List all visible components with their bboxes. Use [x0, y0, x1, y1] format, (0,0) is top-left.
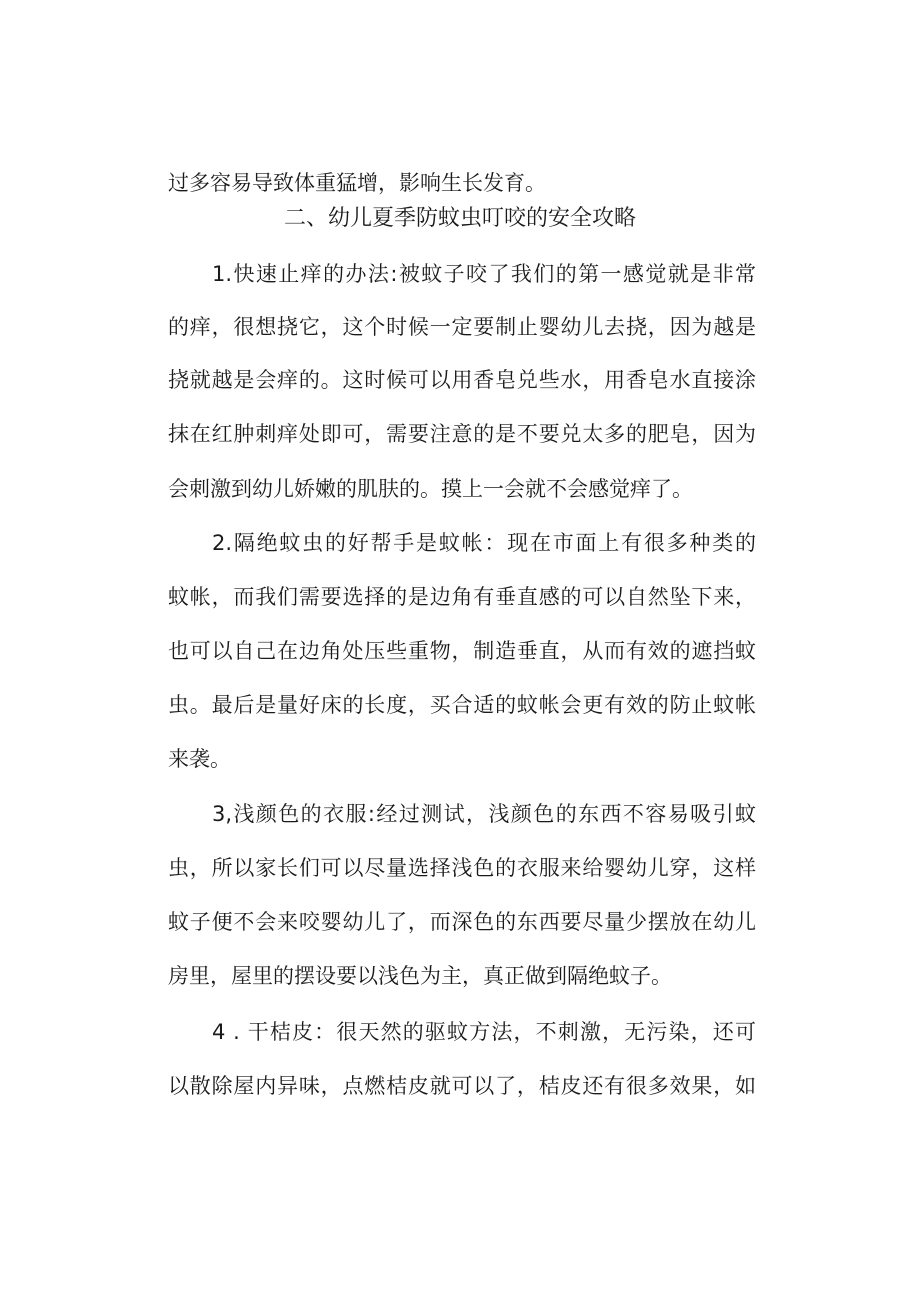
paragraph-3-text: 经过测试，浅颜色的东西不容易吸引蚊: [375, 802, 756, 826]
paragraph-3-line-2: 虫，所以家长们可以尽量选择浅色的衣服来给婴幼儿穿，这样: [168, 856, 756, 880]
paragraph-3-line-1: [212, 784, 756, 844]
paragraph-2-line-5: 来袭。: [168, 747, 231, 771]
paragraph-2-lead: 2.隔绝蚊虫的好帮手是蚊帐: [212, 531, 485, 555]
paragraph-2-line-1: [212, 513, 756, 573]
paragraph-3-lead: 3,浅颜色的衣服:: [212, 802, 375, 826]
paragraph-1-lead: 1.快速止痒的办法:: [212, 262, 398, 286]
top-fragment-line: 过多容易导致体重猛增，影响生长发育。: [168, 171, 546, 195]
paragraph-1-line-5: 会刺激到幼儿娇嫩的肌肤的。摸上一会就不会感觉痒了。: [168, 477, 693, 501]
paragraph-1-text: 被蚊子咬了我们的第一感觉就是非常: [397, 262, 756, 286]
paragraph-1-line-4: 抹在红肿刺痒处即可，需要注意的是不要兑太多的肥皂，因为: [168, 422, 756, 446]
paragraph-1-line-1: [212, 244, 756, 304]
paragraph-2-line-2: 蚊帐，而我们需要选择的是边角有垂直感的可以自然坠下来，: [168, 585, 756, 609]
section-title: 二、幼儿夏季防蚊虫叮咬的安全攻略: [283, 206, 636, 231]
paragraph-1-line-2: 的痒，很想挠它，这个时候一定要制止婴幼儿去挠，因为越是: [168, 315, 756, 339]
paragraph-1-line-3: 挠就越是会痒的。这时候可以用香皂兑些水，用香皂水直接涂: [168, 368, 756, 392]
paragraph-4-text: ：很天然的驱蚊方法，不刺激，无污染，还可: [314, 1020, 756, 1044]
paragraph-4-lead: 4 . 干桔皮: [212, 1020, 315, 1044]
paragraph-4-line-1: [212, 1002, 756, 1062]
paragraph-3-line-4: 房里，屋里的摆设要以浅色为主，真正做到隔绝蚊子。: [168, 964, 672, 988]
paragraph-3-line-3: 蚊子便不会来咬婴幼儿了，而深色的东西要尽量少摆放在幼儿: [168, 910, 756, 934]
paragraph-2-line-4: 虫。最后是量好床的长度，买合适的蚊帐会更有效的防止蚊帐: [168, 693, 756, 717]
paragraph-4-line-2: 以散除屋内异味，点燃桔皮就可以了，桔皮还有很多效果，如: [168, 1074, 756, 1098]
paragraph-2-line-3: 也可以自己在边角处压些重物，制造垂直，从而有效的遮挡蚊: [168, 639, 756, 663]
paragraph-2-text: ：现在市面上有很多种类的: [484, 531, 756, 555]
